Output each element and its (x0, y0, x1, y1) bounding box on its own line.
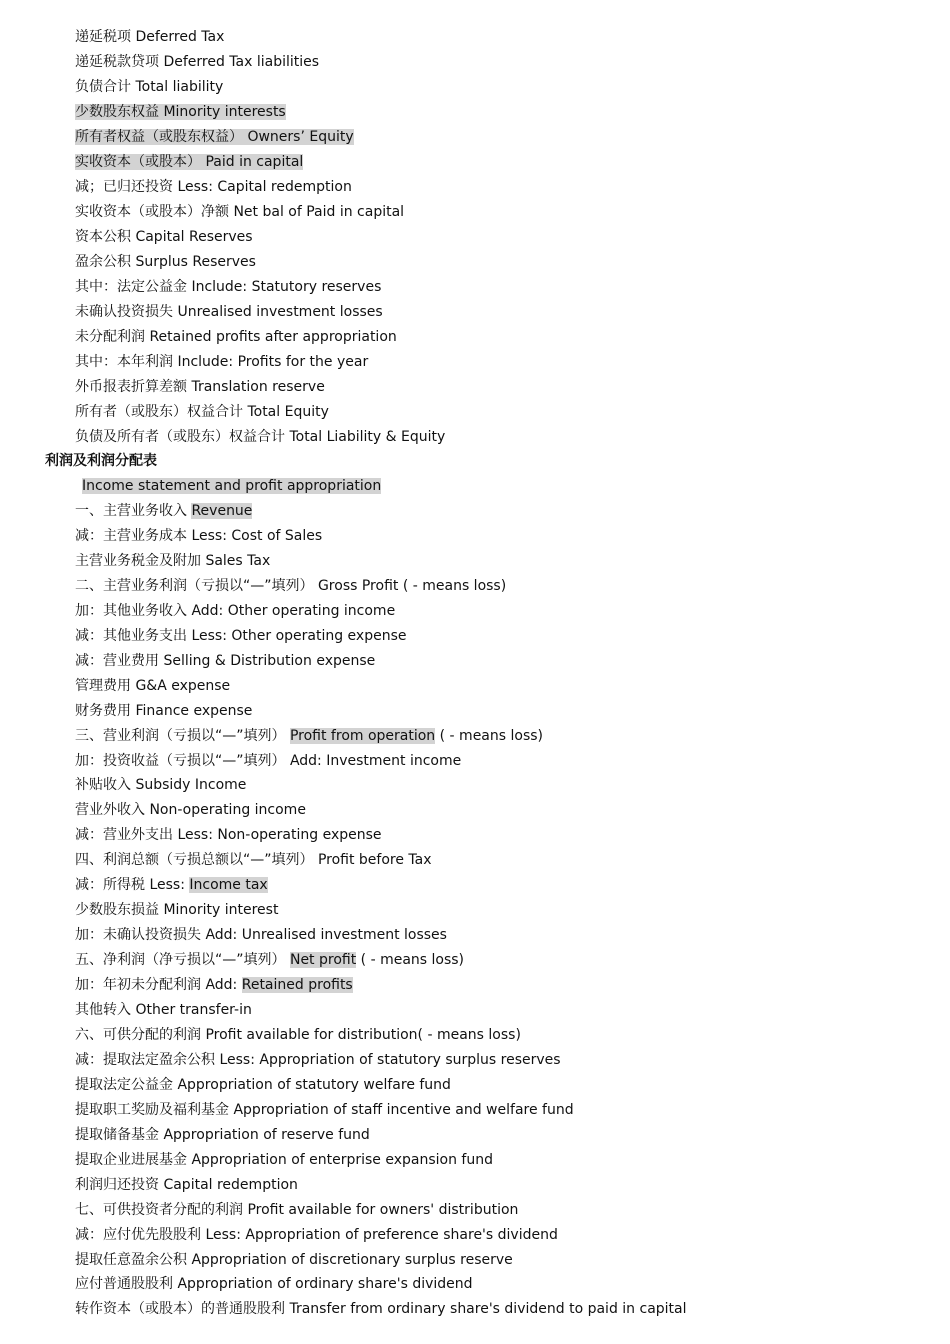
item-text-suffix: ( - means loss) (356, 952, 465, 968)
item-text: 减：应付优先股股利 Less: Appropriation of preference share's dividend (75, 1227, 558, 1243)
income-list-item (75, 849, 432, 871)
item-text: 主营业务税金及附加 Sales Tax (75, 553, 271, 569)
list-item-retained-profits: 未分配利润 Retained profits after appropriation (75, 329, 397, 345)
item-text: 提取企业进展基金 Appropriation of enterprise expansion fund (75, 1152, 493, 1168)
income-list-item (75, 1074, 451, 1096)
income-list-item (75, 700, 252, 722)
income-list-item (75, 1124, 370, 1146)
income-list-item (75, 974, 353, 996)
item-text: 营业外收入 Non-operating income (75, 802, 306, 818)
item-text: 加：投资收益（亏损以“—”填列） Add: Investment income (75, 753, 462, 769)
item-text: 加：年初未分配利润 Add: (75, 977, 242, 993)
item-text: 五、净利润（净亏损以“—”填列） (75, 952, 290, 968)
list-item-owners-equity (75, 126, 354, 148)
item-text: 提取法定公益金 Appropriation of statutory welfare fund (75, 1077, 451, 1093)
item-text: 转作资本（或股本）的普通股股利 Transfer from ordinary share's dividend to paid in capital (75, 1301, 687, 1317)
item-text: 补贴收入 Subsidy Income (75, 777, 247, 793)
item-text: 加：未确认投资损失 Add: Unrealised investment losses (75, 927, 447, 943)
income-list-item (75, 1049, 561, 1071)
income-list-item (75, 1273, 473, 1295)
highlighted-text: Income statement and profit appropriation (82, 478, 382, 494)
list-item-surplus-reserves: 盈余公积 Surplus Reserves (75, 254, 256, 270)
list-item-translation-reserve: 外币报表折算差额 Translation reserve (75, 379, 325, 395)
income-list-item (75, 525, 322, 547)
list-item-capital-reserves: 资本公积 Capital Reserves (75, 229, 253, 245)
item-text: 减：营业外支出 Less: Non-operating expense (75, 827, 382, 843)
list-item-deferred-tax-liabilities: 递延税款贷项 Deferred Tax liabilities (75, 54, 320, 70)
income-list-item (75, 1099, 574, 1121)
item-text: 管理费用 G&A expense (75, 678, 231, 694)
list-item-capital-redemption: 减；已归还投资 Less: Capital redemption (75, 179, 352, 195)
income-list-item (75, 1199, 518, 1221)
income-list-item (75, 550, 270, 572)
section-subheading (82, 475, 381, 497)
list-item-statutory-reserves: 其中：法定公益金 Include: Statutory reserves (75, 279, 382, 295)
highlighted-text: 所有者权益（或股东权益） Owners’ Equity (75, 129, 354, 145)
item-text: 三、营业利润（亏损以“—”填列） (75, 728, 290, 744)
item-text-suffix: ( - means loss) (435, 728, 544, 744)
income-list-item (75, 575, 506, 597)
item-text: 减：营业费用 Selling & Distribution expense (75, 653, 376, 669)
income-list-item (75, 1149, 493, 1171)
highlighted-text: Income tax (189, 877, 268, 893)
item-text: 减：其他业务支出 Less: Other operating expense (75, 628, 407, 644)
item-text: 提取任意盈余公积 Appropriation of discretionary surplus reserve (75, 1252, 513, 1268)
highlighted-text: Net profit (289, 952, 357, 968)
income-list-item (75, 774, 246, 796)
list-item-profits-for-year: 其中：本年利润 Include: Profits for the year (75, 354, 369, 370)
item-text: 应付普通股股利 Appropriation of ordinary share's dividend (75, 1276, 473, 1292)
income-list-item (75, 874, 268, 896)
highlighted-text: Revenue (191, 503, 253, 519)
income-list-item (75, 999, 252, 1021)
item-text: 提取职工奖励及福利基金 Appropriation of staff incentive and welfare fund (75, 1102, 574, 1118)
income-list-item (75, 1024, 521, 1046)
item-text: 四、利润总额（亏损总额以“—”填列） Profit before Tax (75, 852, 432, 868)
item-text: 减：主营业务成本 Less: Cost of Sales (75, 528, 323, 544)
income-list-item (75, 600, 395, 622)
list-item-total-liability: 负债合计 Total liability (75, 79, 224, 95)
list-item-minority-interests (75, 101, 286, 123)
list-item-net-paid-in-capital: 实收资本（或股本）净额 Net bal of Paid in capital (75, 204, 405, 220)
item-text: 减：提取法定盈余公积 Less: Appropriation of statutory surplus reserves (75, 1052, 561, 1068)
income-list-item (75, 1174, 298, 1196)
item-text: 其他转入 Other transfer-in (75, 1002, 252, 1018)
section-heading: 利润及利润分配表 (45, 453, 157, 469)
income-list-item (75, 924, 447, 946)
item-text: 二、主营业务利润（亏损以“—”填列） Gross Profit ( - means loss) (75, 578, 507, 594)
highlighted-text: 实收资本（或股本） Paid in capital (75, 154, 304, 170)
item-text: 六、可供分配的利润 Profit available for distribution( - means loss) (75, 1027, 521, 1043)
income-list-item (75, 675, 230, 697)
list-item-total-liability-equity: 负债及所有者（或股东）权益合计 Total Liability & Equity (75, 429, 446, 445)
income-list-item (75, 725, 543, 747)
highlighted-text: 少数股东权益 Minority interests (75, 104, 286, 120)
list-item-unrealised-losses: 未确认投资损失 Unrealised investment losses (75, 304, 383, 320)
income-list-item (75, 824, 382, 846)
item-text: 提取储备基金 Appropriation of reserve fund (75, 1127, 370, 1143)
item-text: 七、可供投资者分配的利润 Profit available for owners' distribution (75, 1202, 519, 1218)
list-item-deferred-tax: 递延税项 Deferred Tax (75, 29, 225, 45)
income-list-item (75, 625, 407, 647)
item-text: 加：其他业务收入 Add: Other operating income (75, 603, 396, 619)
list-item-paid-in-capital (75, 151, 303, 173)
list-item-total-equity: 所有者（或股东）权益合计 Total Equity (75, 404, 329, 420)
income-list-item (75, 650, 375, 672)
income-list-item (75, 750, 461, 772)
income-list-item (75, 1224, 558, 1246)
item-text: 利润归还投资 Capital redemption (75, 1177, 298, 1193)
item-text: 财务费用 Finance expense (75, 703, 253, 719)
highlighted-text: Retained profits (241, 977, 353, 993)
income-list-item (75, 1298, 687, 1320)
highlighted-text: Profit from operation (289, 728, 436, 744)
income-list-item (75, 799, 306, 821)
income-list-item (75, 899, 278, 921)
item-text: 少数股东损益 Minority interest (75, 902, 279, 918)
income-list-item (75, 500, 252, 522)
income-list-item (75, 1249, 513, 1271)
income-list-item (75, 949, 464, 971)
item-text: 一、主营业务收入 (75, 503, 192, 519)
item-text: 减：所得税 Less: (75, 877, 190, 893)
